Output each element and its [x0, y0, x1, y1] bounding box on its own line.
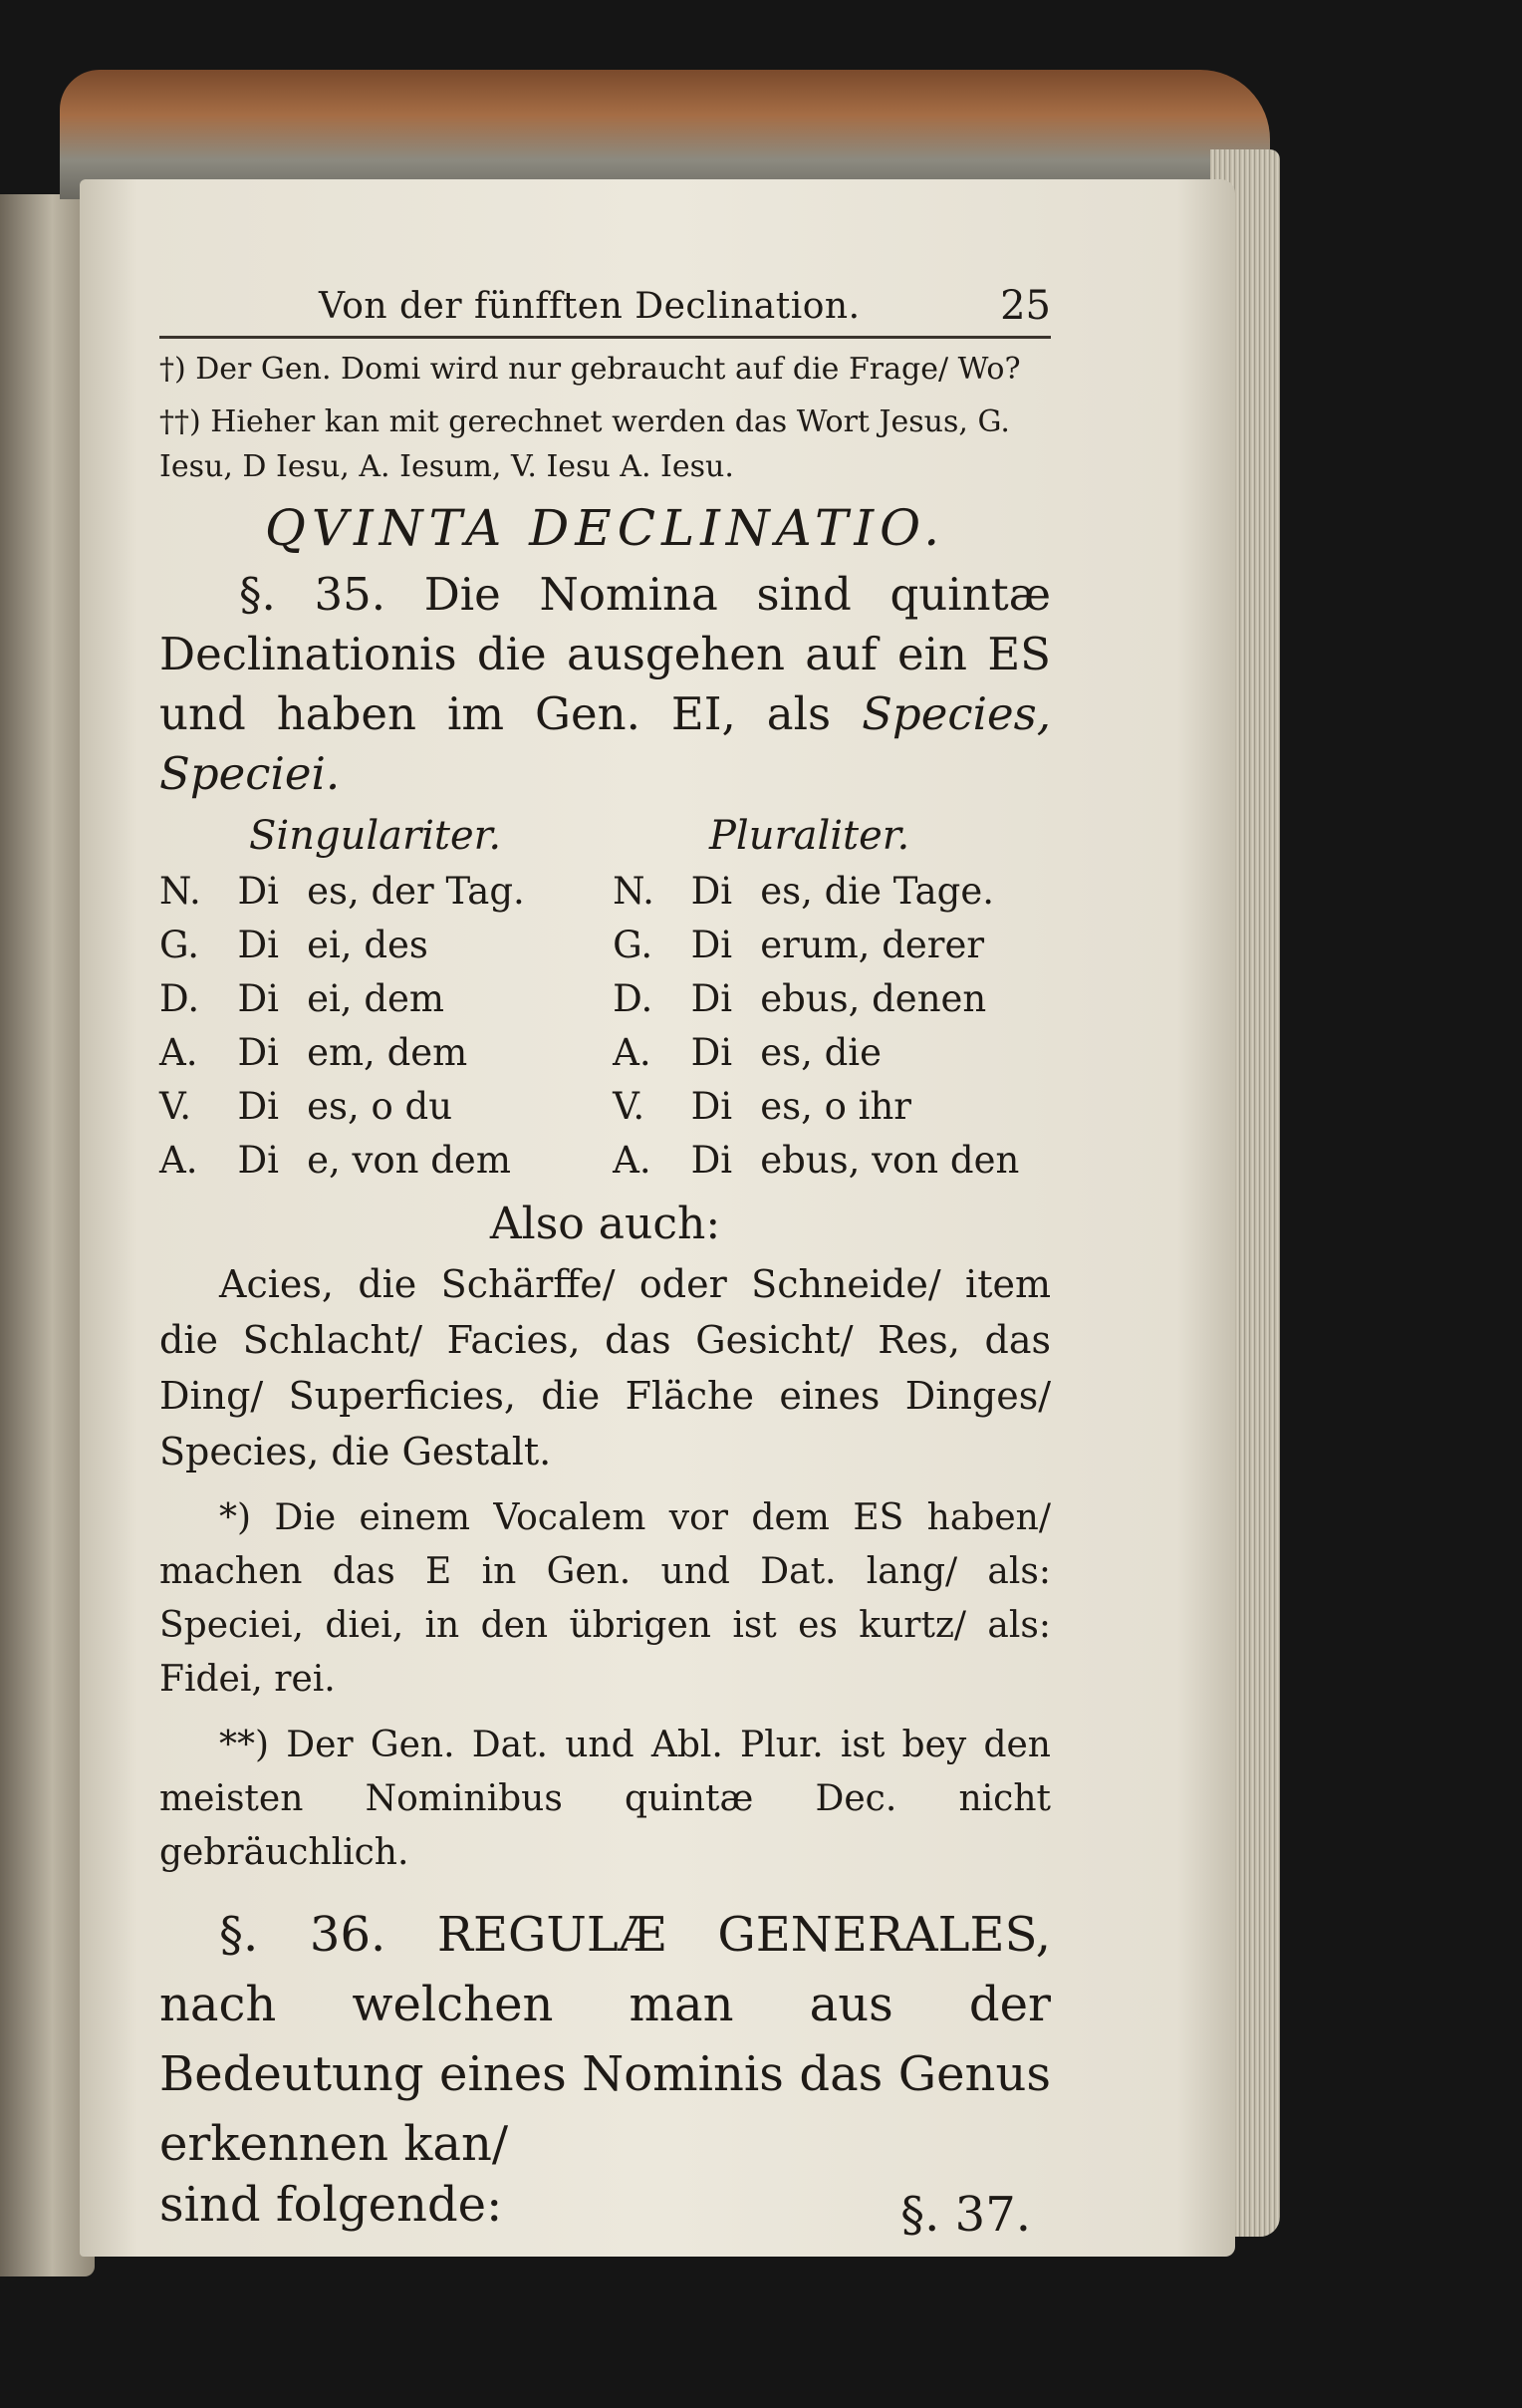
- catchword: §. 37.: [900, 2187, 1031, 2243]
- singular-form: e, von dem: [307, 1138, 511, 1182]
- also-heading: Also auch:: [489, 1199, 721, 1249]
- plural-heading: Pluraliter.: [709, 813, 910, 859]
- section-36-last-line: [159, 2179, 1051, 2249]
- section-36-ending: sind folgende:: [159, 2177, 503, 2233]
- case-label: V.: [159, 1084, 192, 1128]
- case-label: A.: [159, 1138, 198, 1182]
- table-row: [159, 918, 1051, 971]
- case-label: A.: [613, 1138, 651, 1182]
- plural-form: erum, derer: [760, 923, 985, 966]
- note-vowel-e: *) Die einem Vocalem vor dem ES haben/ machen das E in Gen. und Dat. lang/ als: Speciei, diei, in den übrigen ist es kurtz/ als: Fidei, rei.: [159, 1497, 1051, 1700]
- section-36-paragraph: §. 36. REGULÆ GENERALES, nach welchen man aus der Bedeutung eines Nominis das Genus erkennen kan/: [159, 1907, 1051, 2172]
- case-label: G.: [613, 923, 653, 966]
- plural-form: ebus, denen: [760, 976, 987, 1020]
- singular-form: em, dem: [307, 1030, 468, 1074]
- plural-form: es, die Tage.: [760, 869, 994, 913]
- stem: Di: [690, 1138, 733, 1182]
- stem: Di: [690, 869, 733, 913]
- also-examples: Acies, die Schärffe/ oder Schneide/ item die Schlacht/ Facies, das Gesicht/ Res, das Ding/ Superficies, die Fläche eines Dinges/ Species, die Gestalt.: [159, 1262, 1051, 1473]
- page-number: 25: [1000, 283, 1051, 329]
- section-35-example: Species, Speciei.: [159, 687, 1051, 800]
- case-label: N.: [159, 869, 201, 913]
- singular-form: es, o du: [307, 1084, 453, 1128]
- stem: Di: [237, 1084, 280, 1128]
- case-label: A.: [613, 1030, 651, 1074]
- stem: Di: [237, 923, 280, 966]
- case-label: V.: [613, 1084, 645, 1128]
- declension-headings: [159, 804, 1051, 864]
- singular-form: ei, dem: [307, 976, 444, 1020]
- singular-heading: Singulariter.: [249, 813, 502, 859]
- running-title: Von der fünfften Declination.: [319, 286, 861, 327]
- running-head: [159, 274, 1051, 339]
- note-plural-usage: **) Der Gen. Dat. und Abl. Plur. ist bey den meisten Nominibus quintæ Dec. nicht gebräuchlich.: [159, 1725, 1051, 1873]
- singular-form: es, der Tag.: [307, 869, 525, 913]
- declension-table: [159, 864, 1051, 1187]
- table-row: [159, 1025, 1051, 1079]
- stem: Di: [690, 1084, 733, 1128]
- plural-form: es, die: [760, 1030, 883, 1074]
- stem: Di: [690, 923, 733, 966]
- case-label: D.: [159, 976, 200, 1020]
- table-row: [159, 1079, 1051, 1133]
- stem: Di: [237, 976, 280, 1020]
- case-label: A.: [159, 1030, 198, 1074]
- stem: Di: [690, 976, 733, 1020]
- page-text-block: [159, 274, 1051, 2249]
- table-row: [159, 1133, 1051, 1187]
- case-label: D.: [613, 976, 653, 1020]
- plural-form: ebus, von den: [760, 1138, 1020, 1182]
- footnote-jesus: ††) Hieher kan mit gerechnet werden das Wort Jesus, G. Iesu, D Iesu, A. Iesum, V. Iesu A. Iesu.: [159, 404, 1010, 484]
- section-35-paragraph: [159, 565, 1051, 804]
- singular-form: ei, des: [307, 923, 428, 966]
- table-row: [159, 864, 1051, 918]
- stem: Di: [690, 1030, 733, 1074]
- plural-form: es, o ihr: [760, 1084, 911, 1128]
- table-row: [159, 971, 1051, 1025]
- section-title: QVINTA DECLINATIO.: [264, 499, 946, 557]
- section-35-text: §. 35. Die Nomina sind quintæ Declinationis die ausgehen auf ein ES und haben im Gen. EI, als: [159, 568, 1051, 740]
- stem: Di: [237, 1138, 280, 1182]
- stem: Di: [237, 869, 280, 913]
- case-label: N.: [613, 869, 654, 913]
- stem: Di: [237, 1030, 280, 1074]
- footnote-domi: †) Der Gen. Domi wird nur gebraucht auf die Frage/ Wo?: [159, 352, 1021, 387]
- case-label: G.: [159, 923, 199, 966]
